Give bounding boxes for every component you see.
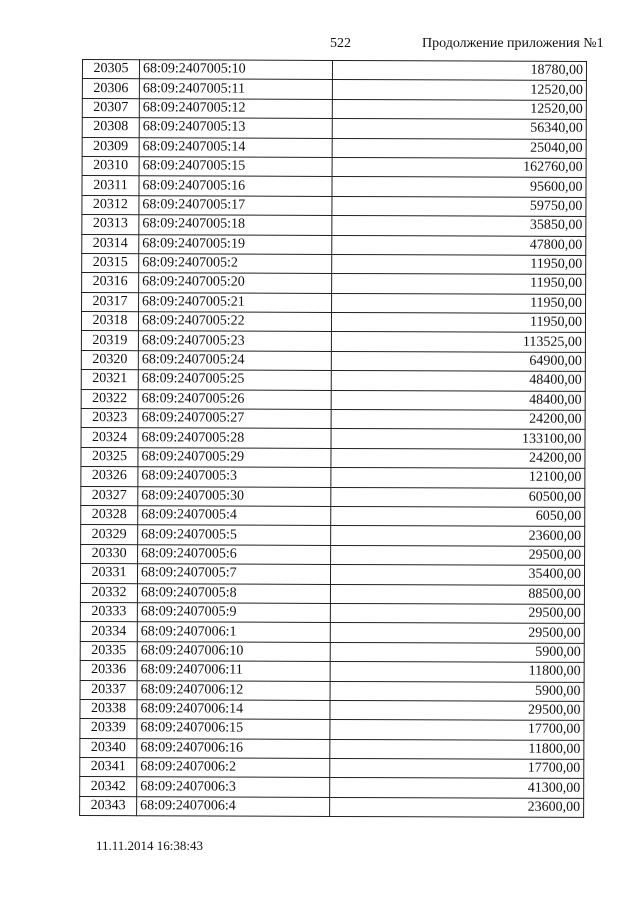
cadastral-value: 11950,00 [332, 293, 586, 313]
table-row [82, 60, 586, 81]
table-row [82, 292, 586, 313]
row-number: 20323 [81, 409, 138, 429]
row-number: 20341 [80, 758, 137, 778]
row-number: 20305 [82, 60, 139, 80]
table-row [80, 777, 584, 798]
row-number: 20329 [81, 525, 138, 545]
cadastral-number: 68:09:2407005:10 [139, 60, 332, 80]
cadastral-value: 29500,00 [330, 700, 584, 720]
cadastral-value: 11950,00 [331, 313, 585, 333]
table-row [82, 98, 586, 119]
cadastral-number: 68:09:2407005:8 [137, 583, 330, 603]
cadastral-number: 68:09:2407005:9 [137, 603, 330, 623]
table-row [80, 699, 584, 720]
cadastral-number: 68:09:2407006:11 [137, 661, 330, 681]
cadastral-number: 68:09:2407005:21 [139, 292, 332, 312]
cadastral-value: 17700,00 [330, 720, 584, 740]
row-number: 20316 [82, 273, 139, 293]
cadastral-number: 68:09:2407005:7 [137, 564, 330, 584]
cadastral-value: 12100,00 [331, 468, 585, 488]
row-number: 20315 [82, 253, 139, 273]
row-number: 20319 [81, 331, 138, 351]
row-number: 20332 [80, 583, 137, 603]
cadastral-value: 41300,00 [330, 778, 584, 798]
cadastral-number: 68:09:2407005:13 [139, 118, 332, 138]
cadastral-value: 11950,00 [332, 274, 586, 294]
row-number: 20330 [81, 544, 138, 564]
cadastral-value: 18780,00 [332, 60, 586, 80]
cadastral-number: 68:09:2407006:4 [137, 797, 330, 817]
cadastral-number: 68:09:2407005:20 [139, 273, 332, 293]
row-number: 20306 [82, 79, 139, 99]
table-body [80, 60, 587, 818]
cadastral-number: 68:09:2407005:30 [138, 486, 331, 506]
table-row [81, 447, 585, 468]
row-number: 20308 [82, 118, 139, 138]
table-row [80, 661, 584, 682]
row-number: 20331 [80, 564, 137, 584]
cadastral-number: 68:09:2407005:6 [138, 544, 331, 564]
cadastral-number: 68:09:2407005:24 [138, 351, 331, 371]
cadastral-value: 64900,00 [331, 351, 585, 371]
table-row [80, 583, 584, 604]
cadastral-value: 23600,00 [330, 797, 584, 817]
cadastral-number: 68:09:2407005:19 [139, 234, 332, 254]
cadastral-number: 68:09:2407006:16 [137, 738, 330, 758]
cadastral-number: 68:09:2407006:2 [137, 758, 330, 778]
table-row [81, 350, 585, 371]
cadastral-number: 68:09:2407005:5 [138, 525, 331, 545]
cadastral-value: 11800,00 [330, 739, 584, 759]
row-number: 20317 [82, 292, 139, 312]
row-number: 20325 [81, 447, 138, 467]
table-row [80, 796, 584, 817]
table-row [80, 758, 584, 779]
row-number: 20318 [81, 312, 138, 332]
table-row [81, 467, 585, 488]
cadastral-value: 12520,00 [332, 80, 586, 100]
table-row [82, 118, 586, 139]
cadastral-value: 59750,00 [332, 196, 586, 216]
cadastral-value: 24200,00 [331, 448, 585, 468]
cadastral-number: 68:09:2407005:26 [138, 389, 331, 409]
table-row [80, 622, 584, 643]
cadastral-value: 11950,00 [332, 254, 586, 274]
row-number: 20334 [80, 622, 137, 642]
table-row [82, 176, 586, 197]
table-row [81, 544, 585, 565]
cadastral-number: 68:09:2407006:10 [137, 641, 330, 661]
cadastral-number: 68:09:2407006:1 [137, 622, 330, 642]
table-row [80, 680, 584, 701]
print-timestamp: 11.11.2014 16:38:43 [96, 838, 204, 853]
row-number: 20309 [82, 137, 139, 157]
row-number: 20324 [81, 428, 138, 448]
cadastral-value: 35400,00 [330, 565, 584, 585]
row-number: 20307 [82, 98, 139, 118]
cadastral-number: 68:09:2407005:18 [139, 215, 332, 235]
cadastral-number: 68:09:2407006:3 [137, 777, 330, 797]
table-row [81, 389, 585, 410]
cadastral-value: 24200,00 [331, 409, 585, 429]
cadastral-number: 68:09:2407005:16 [139, 176, 332, 196]
cadastral-value: 35850,00 [332, 216, 586, 236]
cadastral-value: 12520,00 [332, 99, 586, 119]
cadastral-number: 68:09:2407005:22 [138, 312, 331, 332]
table-row [81, 525, 585, 546]
table-row [80, 738, 584, 759]
cadastral-number: 68:09:2407005:27 [138, 409, 331, 429]
row-number: 20339 [80, 719, 137, 739]
cadastral-value: 23600,00 [331, 526, 585, 546]
cadastral-number: 68:09:2407005:28 [138, 428, 331, 448]
table-row [82, 253, 586, 274]
cadastral-value: 47800,00 [332, 235, 586, 255]
row-number: 20320 [81, 350, 138, 370]
row-number: 20333 [80, 602, 137, 622]
cadastral-number: 68:09:2407005:29 [138, 448, 331, 468]
table-row [81, 312, 585, 333]
cadastral-value: 29500,00 [330, 623, 584, 643]
cadastral-value: 95600,00 [332, 177, 586, 197]
cadastral-value: 56340,00 [332, 119, 586, 139]
cadastral-number: 68:09:2407005:3 [138, 467, 331, 487]
row-number: 20340 [80, 738, 137, 758]
table-row [82, 273, 586, 294]
cadastral-table [79, 59, 587, 818]
row-number: 20327 [81, 486, 138, 506]
cadastral-value: 88500,00 [330, 584, 584, 604]
page-number: 522 [330, 36, 351, 51]
table-row [82, 234, 586, 255]
appendix-title: Продолжение приложения №1 [422, 36, 604, 51]
cadastral-number: 68:09:2407006:12 [137, 680, 330, 700]
cadastral-value: 6050,00 [331, 506, 585, 526]
cadastral-value: 5900,00 [330, 642, 584, 662]
cadastral-value: 29500,00 [330, 603, 584, 623]
cadastral-number: 68:09:2407005:11 [139, 79, 332, 99]
cadastral-value: 5900,00 [330, 681, 584, 701]
table-row [81, 409, 585, 430]
row-number: 20337 [80, 680, 137, 700]
row-number: 20310 [82, 156, 139, 176]
row-number: 20321 [81, 370, 138, 390]
table-row [80, 641, 584, 662]
table-container [79, 59, 587, 818]
cadastral-number: 68:09:2407005:23 [138, 331, 331, 351]
cadastral-value: 29500,00 [331, 545, 585, 565]
cadastral-value: 162760,00 [332, 157, 586, 177]
cadastral-value: 113525,00 [331, 332, 585, 352]
cadastral-value: 60500,00 [331, 487, 585, 507]
cadastral-number: 68:09:2407006:15 [137, 719, 330, 739]
cadastral-number: 68:09:2407005:15 [139, 157, 332, 177]
row-number: 20326 [81, 467, 138, 487]
cadastral-number: 68:09:2407005:4 [138, 506, 331, 526]
table-row [82, 195, 586, 216]
row-number: 20336 [80, 661, 137, 681]
row-number: 20313 [82, 215, 139, 235]
cadastral-value: 48400,00 [331, 390, 585, 410]
cadastral-value: 11800,00 [330, 662, 584, 682]
row-number: 20335 [80, 641, 137, 661]
cadastral-number: 68:09:2407005:25 [138, 370, 331, 390]
table-row [82, 215, 586, 236]
row-number: 20328 [81, 505, 138, 525]
cadastral-number: 68:09:2407005:14 [139, 137, 332, 157]
table-row [80, 719, 584, 740]
table-row [81, 505, 585, 526]
row-number: 20343 [80, 796, 137, 816]
table-row [80, 602, 584, 623]
cadastral-value: 133100,00 [331, 429, 585, 449]
table-row [81, 428, 585, 449]
table-row [80, 564, 584, 585]
table-row [82, 137, 586, 158]
cadastral-number: 68:09:2407005:17 [139, 195, 332, 215]
row-number: 20311 [82, 176, 139, 196]
row-number: 20322 [81, 389, 138, 409]
table-row [82, 79, 586, 100]
cadastral-number: 68:09:2407005:12 [139, 99, 332, 119]
row-number: 20342 [80, 777, 137, 797]
cadastral-number: 68:09:2407005:2 [139, 254, 332, 274]
cadastral-value: 25040,00 [332, 138, 586, 158]
cadastral-value: 17700,00 [330, 759, 584, 779]
cadastral-value: 48400,00 [331, 371, 585, 391]
table-row [81, 331, 585, 352]
table-row [81, 486, 585, 507]
row-number: 20314 [82, 234, 139, 254]
cadastral-number: 68:09:2407006:14 [137, 700, 330, 720]
row-number: 20312 [82, 195, 139, 215]
table-row [82, 156, 586, 177]
row-number: 20338 [80, 699, 137, 719]
table-row [81, 370, 585, 391]
